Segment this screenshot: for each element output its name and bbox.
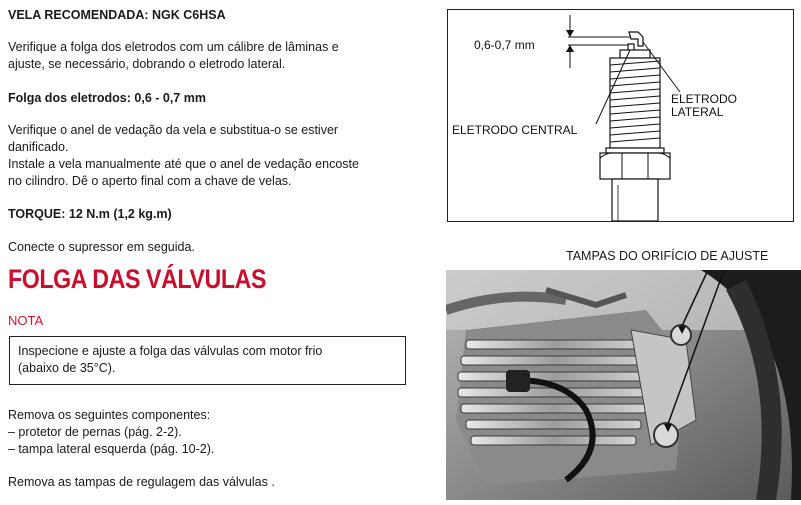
gap-label: 0,6-0,7 mm: [474, 38, 535, 52]
spark-plug-title: VELA RECOMENDADA: NGK C6HSA: [8, 8, 226, 22]
note-text: Inspecione e ajuste a folga das válvulas com motor frio (abaixo de 35°C).: [18, 344, 323, 375]
center-electrode-label: ELETRODO CENTRAL: [452, 123, 578, 137]
engine-photo: [446, 270, 801, 500]
remove-components-paragraph: Remova os seguintes componentes: – protetor de pernas (pág. 2-2). – tampa lateral esquerda (pág. 10-2).: [8, 408, 215, 456]
engine-illustration: [446, 270, 801, 500]
side-electrode-label-1: ELETRODO: [671, 92, 738, 106]
torque-spec: TORQUE: 12 N.m (1,2 kg.m): [8, 207, 172, 221]
connect-suppressor-text: Conecte o supressor em seguida.: [8, 240, 195, 254]
electrode-check-paragraph: Verifique a folga dos eletrodos com um cálibre de lâminas e ajuste, se necessário, dobrando o eletrodo lateral.: [8, 40, 339, 71]
sealing-ring-paragraph: Verifique o anel de vedação da vela e substitua-o se estiver danificado. Instale a vela manualmente até que o anel de vedação encoste no cilindro. Dê o aperto final com a chave de velas.: [8, 123, 359, 188]
spark-plug-figure: [447, 9, 794, 222]
electrode-gap-title: Folga dos eletrodos: 0,6 - 0,7 mm: [8, 91, 206, 105]
photo-caption: TAMPAS DO ORIFÍCIO DE AJUSTE: [566, 249, 769, 263]
note-label: NOTA: [8, 313, 44, 328]
spark-plug-diagram: [448, 10, 793, 221]
side-electrode-label-2: LATERAL: [671, 105, 724, 119]
note-box: [9, 336, 406, 385]
remove-covers-text: Remova as tampas de regulagem das válvulas .: [8, 475, 275, 489]
section-heading: FOLGA DAS VÁLVULAS: [8, 264, 266, 294]
